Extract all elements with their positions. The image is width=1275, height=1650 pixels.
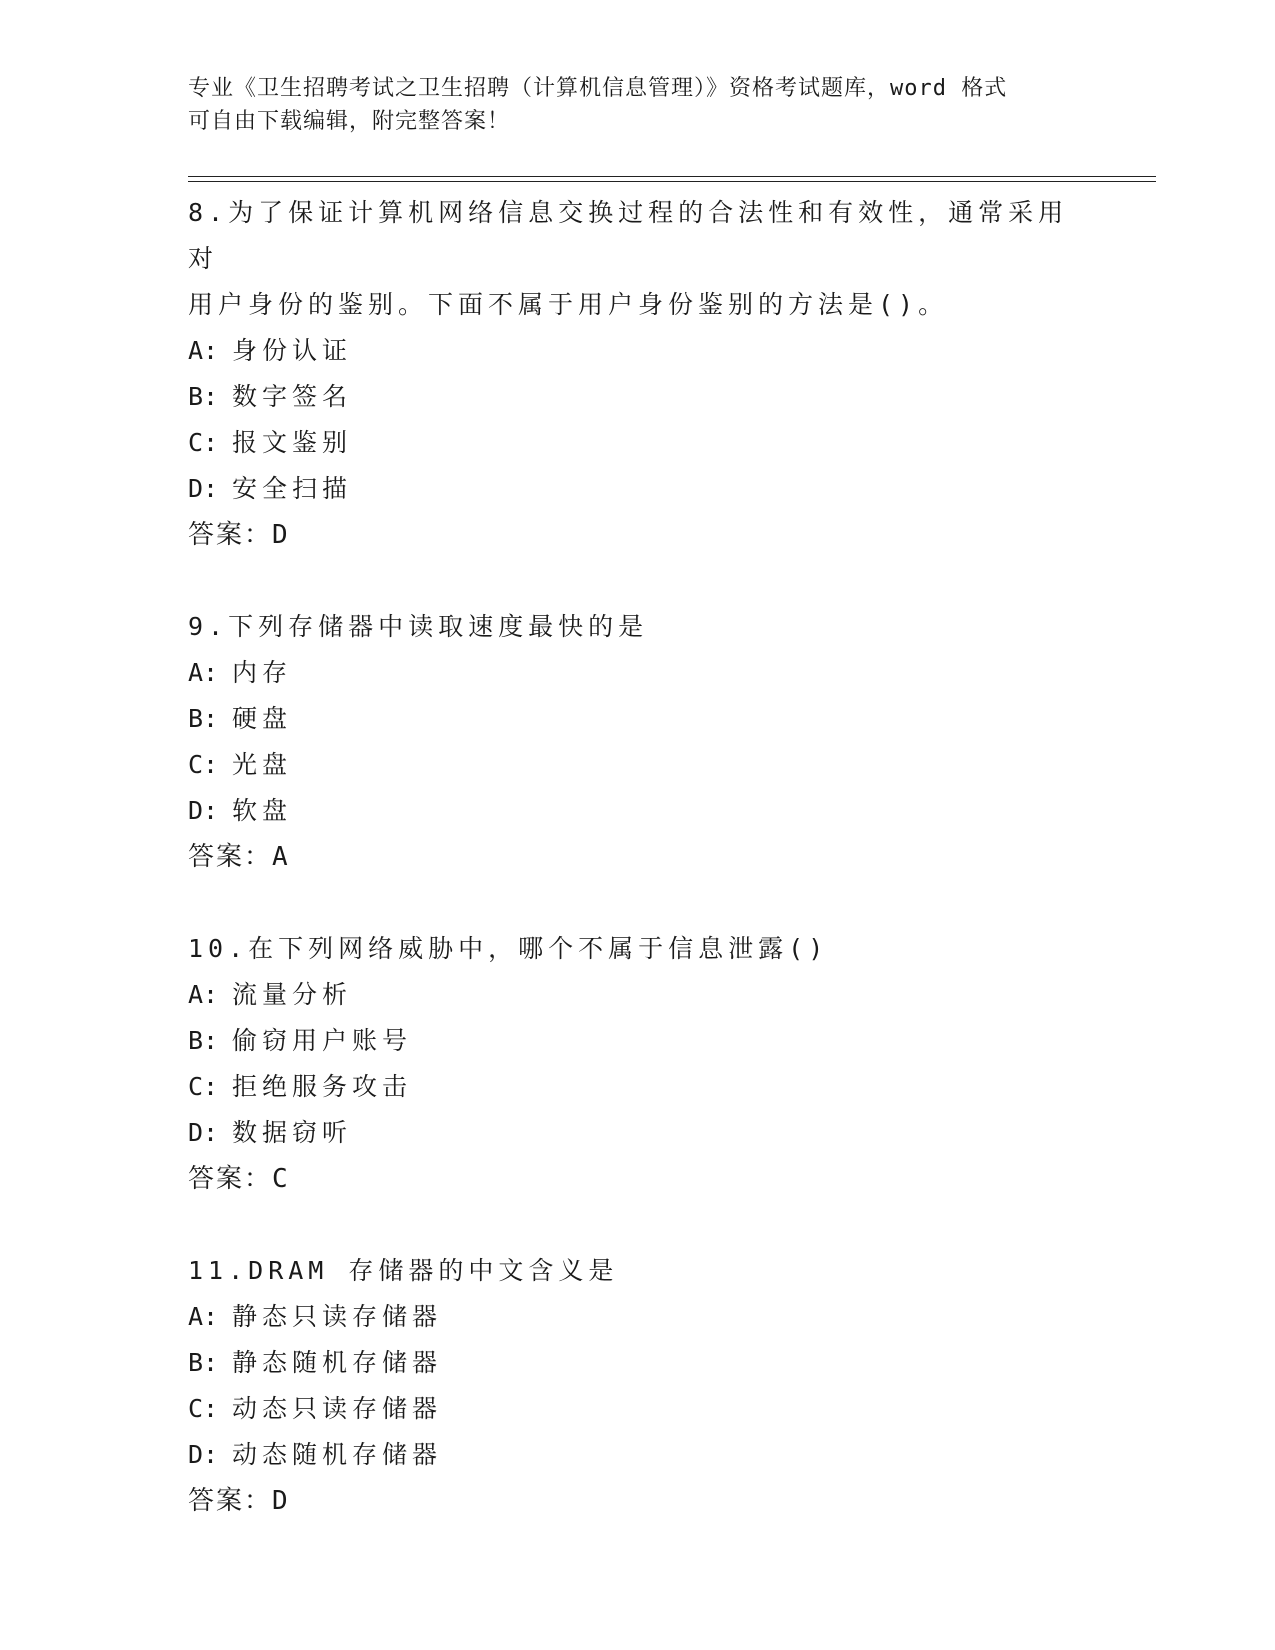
answer-value: C — [272, 1164, 290, 1194]
option-label: D: — [188, 1118, 219, 1147]
option-text: 流量分析 — [232, 980, 353, 1009]
answer-line — [188, 1156, 1088, 1202]
option-d — [188, 788, 1088, 834]
answer-prefix: 答案： — [188, 842, 273, 872]
answer-line — [188, 1478, 1088, 1524]
answer-prefix: 答案： — [188, 520, 273, 550]
option-c — [188, 420, 1088, 466]
option-a — [188, 1294, 1088, 1340]
option-label: A: — [188, 980, 219, 1009]
question-11 — [188, 1248, 1088, 1524]
option-label: A: — [188, 658, 219, 687]
question-text: 9.下列存储器中读取速度最快的是 — [188, 612, 649, 641]
option-label: B: — [188, 382, 219, 411]
option-label: C: — [188, 428, 219, 457]
question-text: 8.为了保证计算机网络信息交换过程的合法性和有效性，通常采用对 — [188, 198, 1069, 273]
option-label: D: — [188, 1440, 219, 1469]
answer-line — [188, 834, 1088, 880]
option-b — [188, 1340, 1088, 1386]
question-10 — [188, 926, 1088, 1202]
option-label: C: — [188, 1394, 219, 1423]
option-c — [188, 1064, 1088, 1110]
option-text: 偷窃用户账号 — [232, 1026, 413, 1055]
answer-prefix: 答案： — [188, 1486, 273, 1516]
option-label: C: — [188, 1072, 219, 1101]
option-text: 软盘 — [232, 796, 293, 825]
question-text: 11.DRAM 存储器的中文含义是 — [188, 1256, 619, 1285]
header-line-2: 可自由下载编辑，附完整答案！ — [188, 109, 511, 134]
answer-line — [188, 512, 1088, 558]
answer-prefix: 答案： — [188, 1164, 273, 1194]
option-text: 身份认证 — [232, 336, 353, 365]
option-text: 拒绝服务攻击 — [232, 1072, 413, 1101]
option-label: A: — [188, 336, 219, 365]
option-label: D: — [188, 474, 219, 503]
option-text: 光盘 — [232, 750, 293, 779]
document-header — [188, 72, 1088, 138]
question-text: 10.在下列网络威胁中，哪个不属于信息泄露() — [188, 934, 829, 963]
option-text: 数据窃听 — [232, 1118, 353, 1147]
option-label: B: — [188, 1026, 219, 1055]
question-8 — [188, 190, 1088, 558]
option-text: 动态只读存储器 — [232, 1394, 443, 1423]
option-a — [188, 328, 1088, 374]
header-divider-bottom — [188, 181, 1156, 182]
option-b — [188, 1018, 1088, 1064]
option-label: C: — [188, 750, 219, 779]
header-divider-top — [188, 176, 1156, 177]
option-text: 动态随机存储器 — [232, 1440, 443, 1469]
option-label: B: — [188, 1348, 219, 1377]
option-text: 静态随机存储器 — [232, 1348, 443, 1377]
option-text: 硬盘 — [232, 704, 293, 733]
option-label: B: — [188, 704, 219, 733]
question-list — [188, 190, 1088, 1570]
option-d — [188, 1110, 1088, 1156]
option-d — [188, 466, 1088, 512]
option-d — [188, 1432, 1088, 1478]
question-9 — [188, 604, 1088, 880]
option-text: 安全扫描 — [232, 474, 353, 503]
option-text: 内存 — [232, 658, 293, 687]
option-a — [188, 972, 1088, 1018]
option-b — [188, 696, 1088, 742]
answer-value: D — [272, 1486, 290, 1516]
answer-value: D — [272, 520, 290, 550]
option-label: A: — [188, 1302, 219, 1331]
option-text: 数字签名 — [232, 382, 353, 411]
option-b — [188, 374, 1088, 420]
option-c — [188, 742, 1088, 788]
option-text: 报文鉴别 — [232, 428, 353, 457]
answer-value: A — [272, 842, 290, 872]
question-text-cont: 用户身份的鉴别。下面不属于用户身份鉴别的方法是()。 — [188, 290, 949, 319]
option-label: D: — [188, 796, 219, 825]
header-line-1: 专业《卫生招聘考试之卫生招聘（计算机信息管理）》资格考试题库，word 格式 — [188, 76, 1008, 101]
option-text: 静态只读存储器 — [232, 1302, 443, 1331]
option-a — [188, 650, 1088, 696]
option-c — [188, 1386, 1088, 1432]
